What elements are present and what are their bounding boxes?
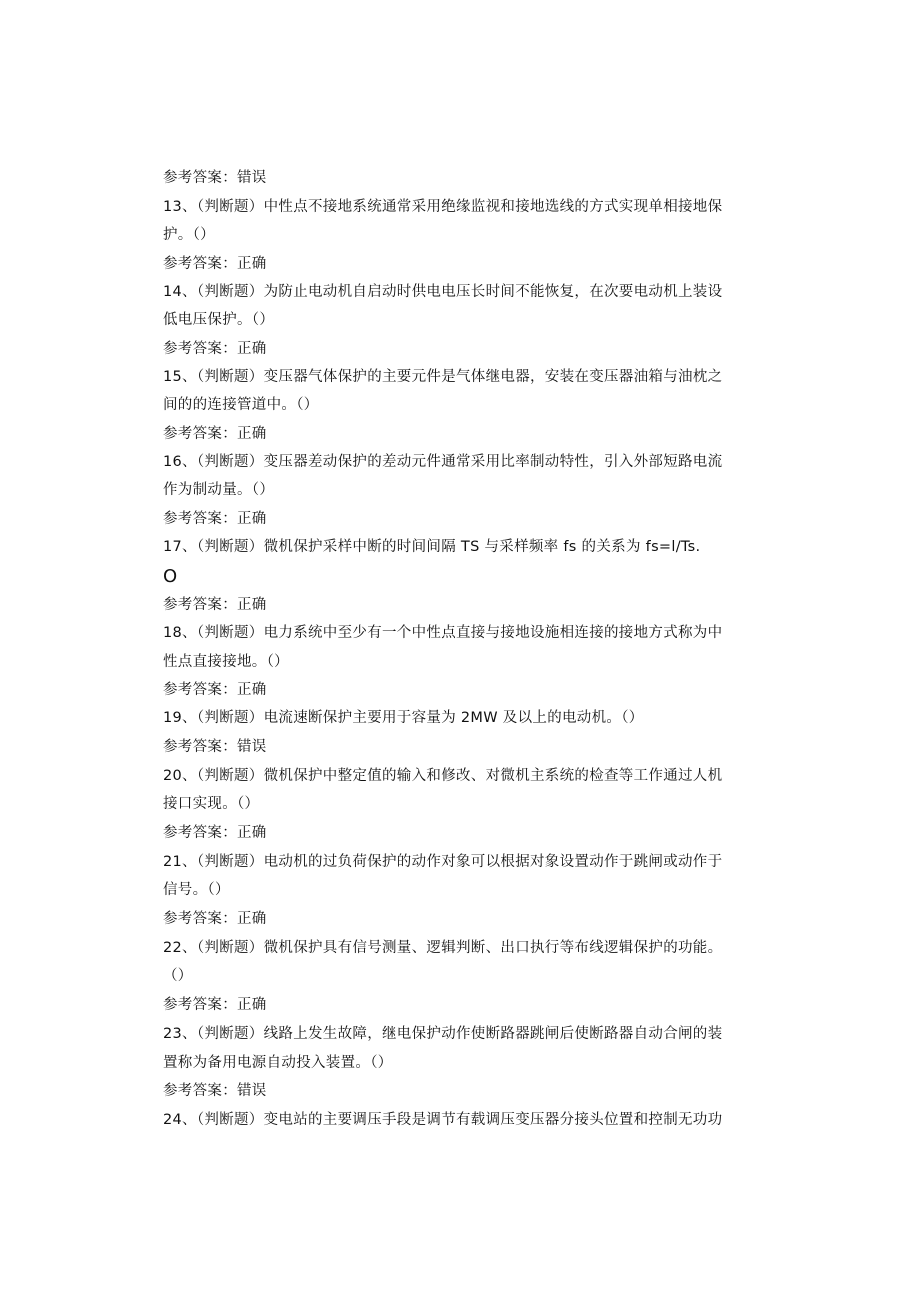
question-line: 20、（判断题）微机保护中整定值的输入和修改、对微机主系统的检查等工作通过人机 — [163, 768, 723, 784]
question-line: 13、（判断题）中性点不接地系统通常采用绝缘监视和接地选线的方式实现单相接地保 — [163, 199, 723, 215]
question-line: 间的的连接管道中。（） — [163, 397, 319, 413]
question-line: 21、（判断题）电动机的过负荷保护的动作对象可以根据对象设置动作于跳闸或动作于 — [163, 854, 723, 870]
question-line: 置称为备用电源自动投入装置。（） — [163, 1055, 393, 1071]
answer-line: 参考答案：正确 — [163, 426, 267, 442]
question-line: 15、（判断题）变压器气体保护的主要元件是气体继电器，安装在变压器油箱与油枕之 — [163, 369, 723, 385]
question-line: （） — [163, 968, 193, 984]
answer-line: 参考答案：错误 — [163, 1083, 267, 1099]
question-line: 性点直接接地。（） — [163, 654, 289, 670]
answer-line: 参考答案：正确 — [163, 682, 267, 698]
answer-line: 参考答案：正确 — [163, 997, 267, 1013]
question-line: 14、（判断题）为防止电动机自启动时供电电压长时间不能恢复，在次要电动机上装设 — [163, 284, 723, 300]
question-line: 18、（判断题）电力系统中至少有一个中性点直接与接地设施相连接的接地方式称为中 — [163, 625, 723, 641]
question-line: 23、（判断题）线路上发生故障，继电保护动作使断路器跳闸后使断路器自动合闸的装 — [163, 1026, 723, 1042]
question-line: 22、（判断题）微机保护具有信号测量、逻辑判断、出口执行等布线逻辑保护的功能。 — [163, 940, 723, 956]
question-line: 16、（判断题）变压器差动保护的差动元件通常采用比率制动特性，引入外部短路电流 — [163, 454, 723, 470]
answer-line: 参考答案：错误 — [163, 739, 267, 755]
answer-line: 参考答案：正确 — [163, 341, 267, 357]
question-line: 接口实现。（） — [163, 796, 260, 812]
question-line: 24、（判断题）变电站的主要调压手段是调节有载调压变压器分接头位置和控制无功功 — [163, 1112, 723, 1128]
answer-line: 参考答案：正确 — [163, 511, 267, 527]
question-line: 信号。（） — [163, 882, 230, 898]
question-line: 护。（） — [163, 227, 215, 243]
answer-line: 参考答案：正确 — [163, 825, 267, 841]
answer-line: 参考答案：错误 — [163, 170, 267, 186]
question-line: 低电压保护。（） — [163, 312, 275, 328]
question-line: O — [163, 566, 178, 587]
answer-line: 参考答案：正确 — [163, 911, 267, 927]
question-line: 作为制动量。（） — [163, 482, 275, 498]
question-line: 19、（判断题）电流速断保护主要用于容量为 2MW 及以上的电动机。（） — [163, 710, 644, 726]
answer-line: 参考答案：正确 — [163, 597, 267, 613]
question-line: 17、（判断题）微机保护采样中断的时间间隔 TS 与采样频率 fs 的关系为 fs=l/Ts. — [163, 539, 701, 555]
answer-line: 参考答案：正确 — [163, 256, 267, 272]
